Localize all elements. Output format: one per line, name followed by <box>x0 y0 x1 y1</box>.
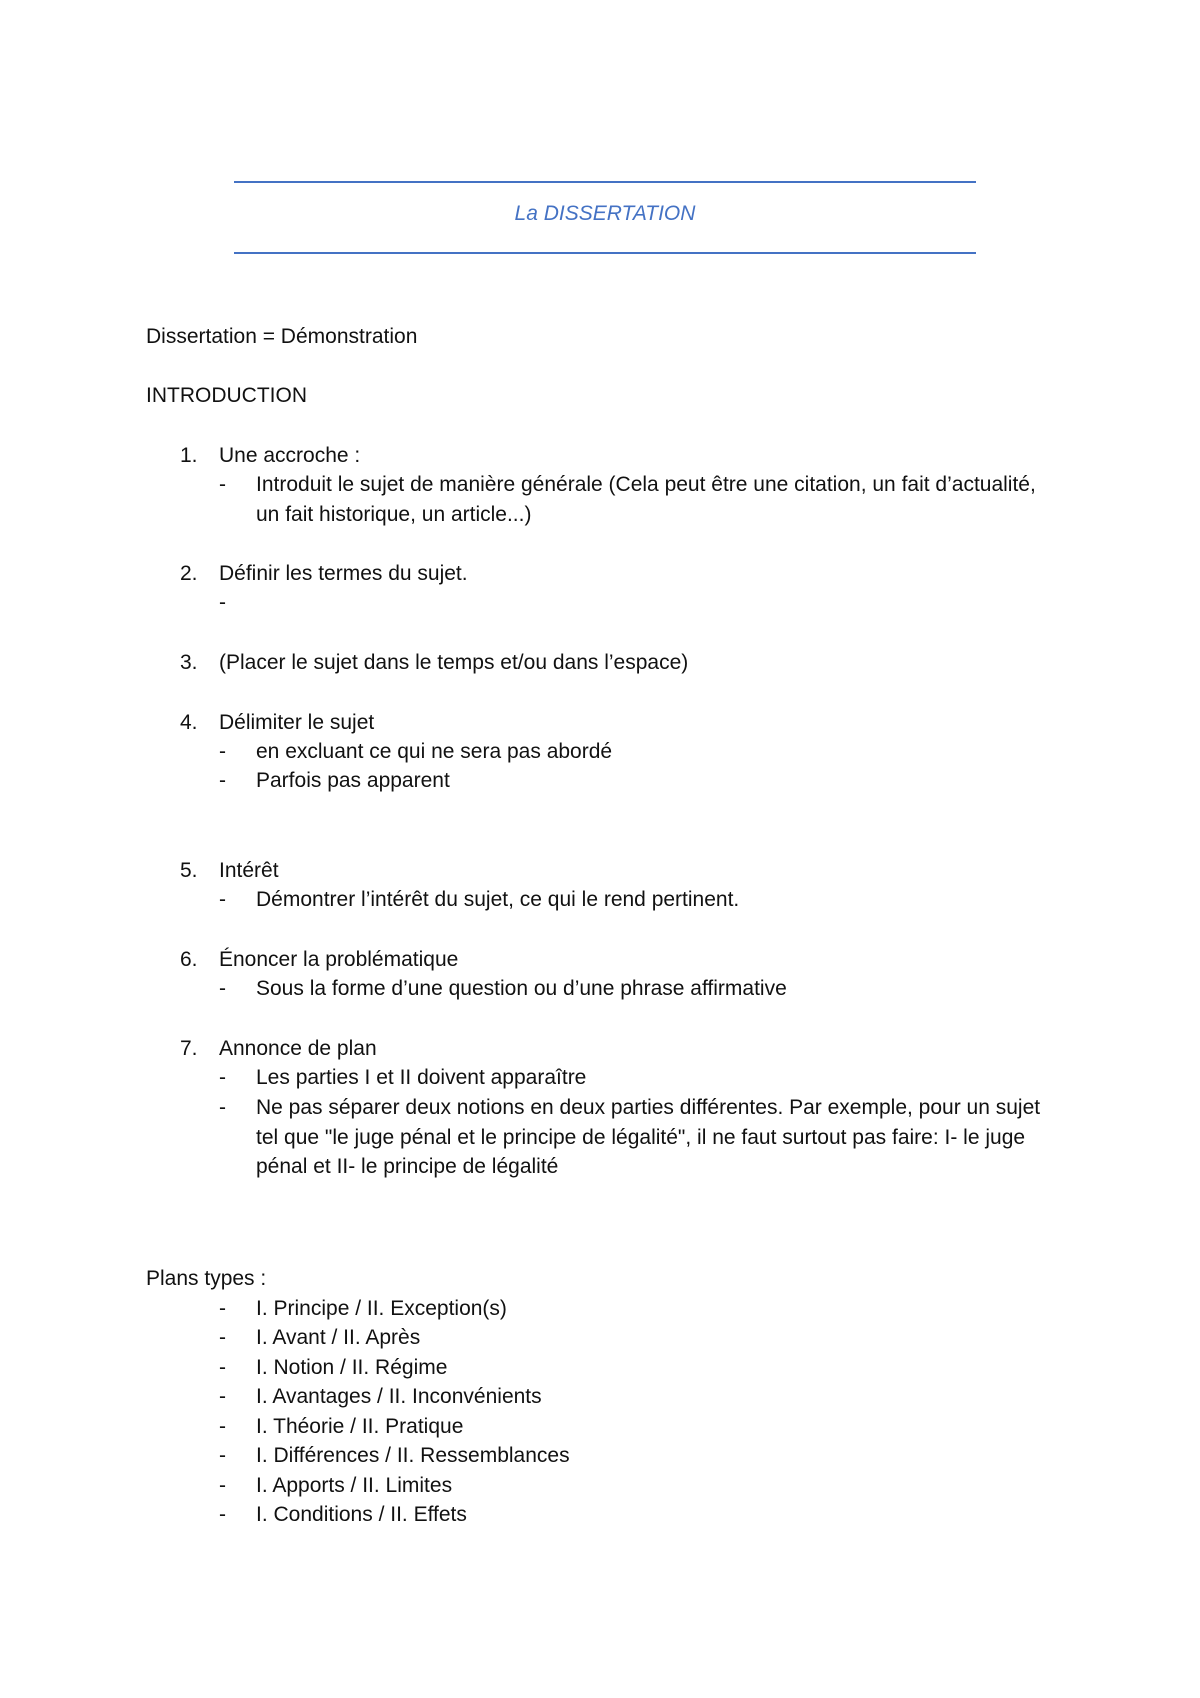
definition-line: Dissertation = Démonstration <box>146 325 418 348</box>
list-item-label: Énoncer la problématique <box>219 948 459 971</box>
plan-item: I. Notion / II. Régime <box>256 1356 448 1379</box>
sub-item: Démontrer l’intérêt du sujet, ce qui le rend pertinent. <box>256 888 740 911</box>
dash-bullet: - <box>219 1096 226 1119</box>
title-top-rule <box>234 181 976 183</box>
dash-bullet: - <box>219 473 226 496</box>
title-bottom-rule <box>234 252 976 254</box>
document-title: La DISSERTATION <box>514 202 696 225</box>
dash-bullet: - <box>219 1326 226 1349</box>
dash-bullet: - <box>219 1356 226 1379</box>
list-item-label: Annonce de plan <box>219 1037 377 1060</box>
list-number: 2. <box>180 562 198 585</box>
list-item-label: Intérêt <box>219 859 279 882</box>
list-item-label: Une accroche : <box>219 444 361 467</box>
dash-bullet: - <box>219 740 226 763</box>
dash-bullet: - <box>219 1385 226 1408</box>
dash-bullet: - <box>219 591 226 614</box>
list-item-label: Définir les termes du sujet. <box>219 562 468 585</box>
plan-item: I. Conditions / II. Effets <box>256 1503 467 1526</box>
sub-item: en excluant ce qui ne sera pas abordé <box>256 740 613 763</box>
dash-bullet: - <box>219 1503 226 1526</box>
dash-bullet: - <box>219 888 226 911</box>
plan-item: I. Avantages / II. Inconvénients <box>256 1385 542 1408</box>
list-number: 5. <box>180 859 198 882</box>
sub-item: Introduit le sujet de manière générale (Cela peut être une citation, un fait d’actualité, un fait historique, un article...) <box>256 473 1036 526</box>
plan-item: I. Principe / II. Exception(s) <box>256 1297 507 1320</box>
list-item-label: (Placer le sujet dans le temps et/ou dans l’espace) <box>219 651 689 674</box>
plan-item: I. Théorie / II. Pratique <box>256 1415 464 1438</box>
list-number: 3. <box>180 651 198 674</box>
plan-item: I. Avant / II. Après <box>256 1326 421 1349</box>
dash-bullet: - <box>219 1415 226 1438</box>
sub-item: Les parties I et II doivent apparaître <box>256 1066 587 1089</box>
plan-item: I. Apports / II. Limites <box>256 1474 453 1497</box>
dash-bullet: - <box>219 1474 226 1497</box>
dash-bullet: - <box>219 1297 226 1320</box>
sub-item: Parfois pas apparent <box>256 769 450 792</box>
plans-heading: Plans types : <box>146 1267 267 1290</box>
sub-item: Ne pas séparer deux notions en deux parties différentes. Par exemple, pour un sujet tel que "le juge pénal et le principe de légalité", il ne faut surtout pas faire: I- le juge pénal et II- le principe de légalité <box>256 1096 1041 1178</box>
list-number: 6. <box>180 948 198 971</box>
dash-bullet: - <box>219 977 226 1000</box>
introduction-heading: INTRODUCTION <box>146 384 307 407</box>
dash-bullet: - <box>219 1444 226 1467</box>
plan-item: I. Différences / II. Ressemblances <box>256 1444 570 1467</box>
sub-item: Sous la forme d’une question ou d’une phrase affirmative <box>256 977 787 1000</box>
list-item-label: Délimiter le sujet <box>219 711 375 734</box>
dash-bullet: - <box>219 769 226 792</box>
list-number: 7. <box>180 1037 198 1060</box>
list-number: 4. <box>180 711 198 734</box>
dash-bullet: - <box>219 1066 226 1089</box>
list-number: 1. <box>180 444 198 467</box>
